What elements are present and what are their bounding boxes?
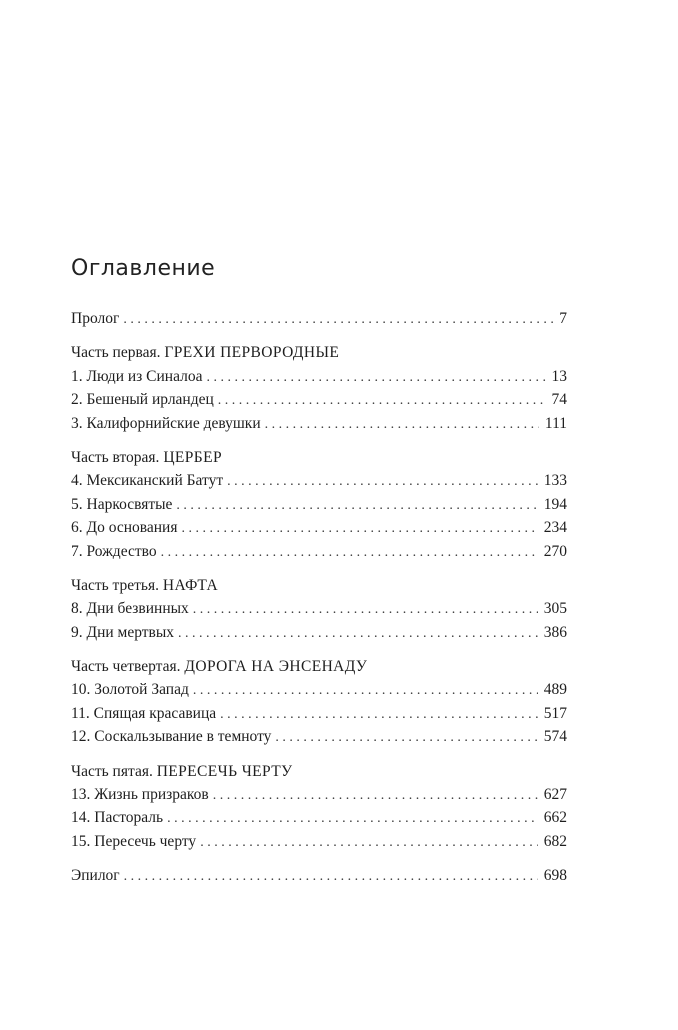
toc-entry-page: 111 <box>544 414 567 432</box>
toc-entry-label: 4. Мексиканский Батут <box>71 472 224 490</box>
toc-entry-page: 270 <box>543 542 567 560</box>
toc-entry <box>71 540 567 563</box>
toc-entry-prologue <box>71 307 567 330</box>
toc-entry-epilogue <box>71 864 567 887</box>
part-title: ЦЕРБЕР <box>163 448 222 466</box>
part-prefix: Часть первая. <box>71 344 161 362</box>
toc-entry <box>71 469 567 492</box>
toc-entry <box>71 493 567 516</box>
dot-leader <box>206 366 545 389</box>
toc-entry-label: 2. Бешеный ирландец <box>71 391 214 409</box>
toc-entry-page: 662 <box>543 809 567 827</box>
part-prefix: Часть вторая. <box>71 448 160 466</box>
toc-entry-page: 574 <box>543 728 567 746</box>
dot-leader <box>178 622 538 645</box>
part-title: НАФТА <box>162 576 219 594</box>
toc-title: Оглавление <box>71 256 216 281</box>
toc-entry-label: Пролог <box>71 310 120 327</box>
part-title: ДОРОГА НА ЭНСЕНАДУ <box>184 658 368 676</box>
toc-entry-page: 627 <box>543 786 567 804</box>
part-heading <box>71 574 567 597</box>
part-prefix: Часть пятая. <box>71 762 153 780</box>
part-title: ПЕРЕСЕЧЬ ЧЕРТУ <box>156 762 293 780</box>
toc-entry-page: 194 <box>543 495 567 513</box>
toc-entry-page: 682 <box>543 832 567 850</box>
dot-leader <box>220 703 538 726</box>
toc-entry-label: 1. Люди из Синалоа <box>71 367 203 385</box>
toc-entry <box>71 621 567 644</box>
table-of-contents <box>71 307 567 888</box>
toc-entry-label: 6. До основания <box>71 519 178 537</box>
dot-leader <box>227 470 538 493</box>
toc-entry-label: 10. Золотой Запад <box>71 681 189 699</box>
toc-entry-page: 7 <box>559 310 567 327</box>
part-heading <box>71 341 567 364</box>
toc-entry-page: 698 <box>543 867 567 885</box>
toc-entry <box>71 678 567 701</box>
dot-leader <box>176 494 537 517</box>
toc-entry-label: 14. Пастораль <box>71 809 164 827</box>
toc-entry <box>71 806 567 829</box>
toc-entry-label: 7. Рождество <box>71 542 157 560</box>
toc-entry-label: 15. Пересечь черту <box>71 832 197 850</box>
dot-leader <box>167 807 538 830</box>
part-prefix: Часть четвертая. <box>71 658 181 676</box>
toc-entry-page: 234 <box>543 519 567 537</box>
toc-entry-label: 11. Спящая красавица <box>71 704 217 722</box>
dot-leader <box>193 598 538 621</box>
toc-entry-page: 13 <box>551 367 567 385</box>
toc-entry-label: 9. Дни мертвых <box>71 623 175 641</box>
dot-leader <box>181 517 537 540</box>
dot-leader <box>161 541 538 564</box>
toc-entry <box>71 516 567 539</box>
toc-entry <box>71 365 567 388</box>
toc-entry-page: 489 <box>543 681 567 699</box>
dot-leader <box>265 413 539 436</box>
dot-leader <box>124 865 538 888</box>
toc-entry-label: 3. Калифорнийские девушки <box>71 414 261 432</box>
part-title: ГРЕХИ ПЕРВОРОДНЫЕ <box>164 344 340 362</box>
toc-entry-page: 305 <box>543 600 567 618</box>
dot-leader <box>123 308 553 331</box>
toc-entry <box>71 702 567 725</box>
toc-entry-page: 386 <box>543 623 567 641</box>
toc-entry-page: 133 <box>543 472 567 490</box>
toc-entry <box>71 388 567 411</box>
dot-leader <box>193 679 538 702</box>
dot-leader <box>275 726 537 749</box>
dot-leader <box>213 784 538 807</box>
toc-entry <box>71 725 567 748</box>
toc-entry-label: 13. Жизнь призраков <box>71 786 209 804</box>
toc-entry <box>71 783 567 806</box>
toc-entry-page: 74 <box>551 391 567 409</box>
part-prefix: Часть третья. <box>71 576 159 594</box>
toc-entry <box>71 830 567 853</box>
dot-leader <box>218 389 546 412</box>
toc-entry <box>71 597 567 620</box>
toc-entry <box>71 412 567 435</box>
toc-entry-page: 517 <box>543 704 567 722</box>
part-heading <box>71 655 567 678</box>
toc-entry-label: 8. Дни безвинных <box>71 600 189 618</box>
toc-entry-label: 12. Соскальзывание в темноту <box>71 728 272 746</box>
toc-entry-label: Эпилог <box>71 867 120 885</box>
dot-leader <box>200 831 538 854</box>
part-heading <box>71 446 567 469</box>
toc-entry-label: 5. Наркосвятые <box>71 495 173 513</box>
part-heading <box>71 760 567 783</box>
